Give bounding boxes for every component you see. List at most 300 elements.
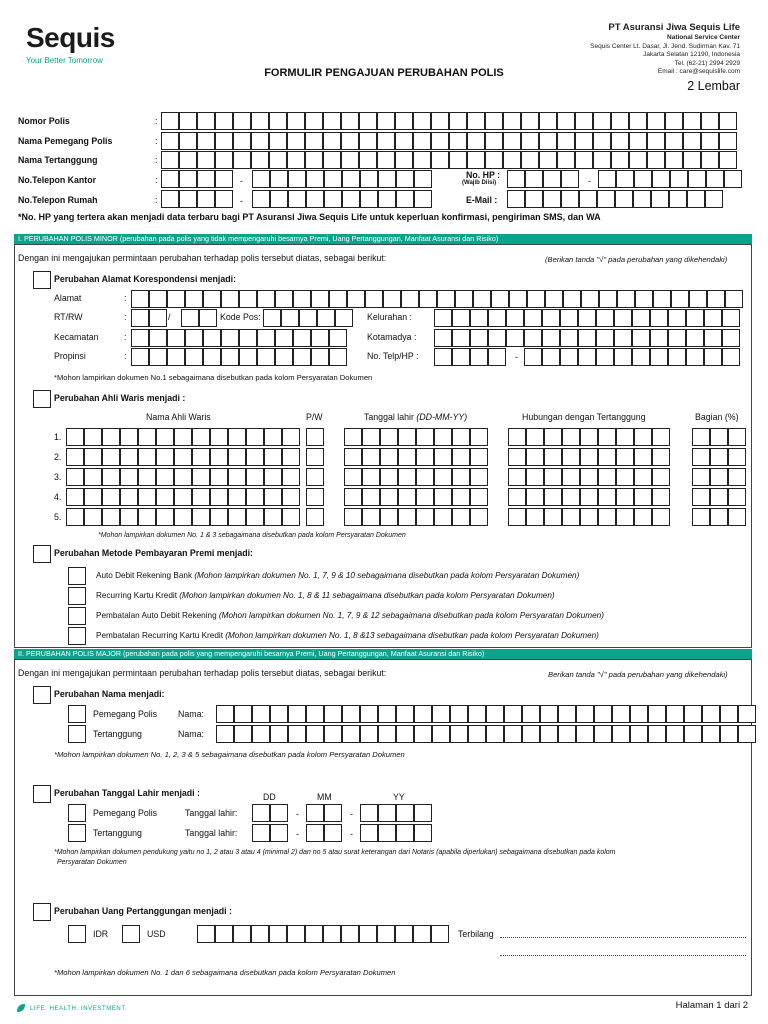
propinsi-box[interactable] <box>185 348 203 366</box>
telp-number-box[interactable] <box>722 348 740 366</box>
propinsi-box[interactable] <box>203 348 221 366</box>
ahli-bagian-box[interactable] <box>692 448 710 466</box>
ahli-nama-box[interactable] <box>120 468 138 486</box>
nomor-polis-box[interactable] <box>629 112 647 130</box>
ahli-hubungan-box[interactable] <box>652 508 670 526</box>
ahli-pw-box[interactable] <box>306 508 324 526</box>
ahli-pw-box[interactable] <box>306 488 324 506</box>
email-box[interactable] <box>705 190 723 208</box>
nama-pemegang-box[interactable] <box>449 132 467 150</box>
ahli-bagian-box[interactable] <box>710 488 728 506</box>
nama-pemegang-box[interactable] <box>665 132 683 150</box>
ahli-tgl-box[interactable] <box>416 428 434 446</box>
nama-tertanggung-baru-box[interactable] <box>558 725 576 743</box>
nama-tertanggung-box[interactable] <box>683 151 701 169</box>
nama-tertanggung-baru-box[interactable] <box>702 725 720 743</box>
ahli-hubungan-box[interactable] <box>598 488 616 506</box>
nama-tertanggung-baru-box[interactable] <box>648 725 666 743</box>
ahli-nama-box[interactable] <box>66 488 84 506</box>
ahli-nama-box[interactable] <box>228 488 246 506</box>
alamat-box[interactable] <box>581 290 599 308</box>
nama-tertanggung-baru-box[interactable] <box>486 725 504 743</box>
ahli-tgl-box[interactable] <box>452 508 470 526</box>
nama-pemegang-baru-box[interactable] <box>576 705 594 723</box>
ahli-hubungan-box[interactable] <box>508 428 526 446</box>
ahli-nama-box[interactable] <box>102 508 120 526</box>
email-box[interactable] <box>543 190 561 208</box>
ahli-hubungan-box[interactable] <box>598 428 616 446</box>
up-amount-box[interactable] <box>233 925 251 943</box>
kotamadya-box[interactable] <box>470 329 488 347</box>
kelurahan-box[interactable] <box>614 309 632 327</box>
nama-pemegang-baru-box[interactable] <box>414 705 432 723</box>
telepon-rumah-number-box[interactable] <box>396 190 414 208</box>
ahli-hubungan-box[interactable] <box>616 488 634 506</box>
nama-tertanggung-box[interactable] <box>665 151 683 169</box>
no-hp-number-box[interactable] <box>616 170 634 188</box>
checkbox-batal-auto-debit[interactable] <box>68 607 86 625</box>
ahli-tgl-box[interactable] <box>344 508 362 526</box>
ahli-nama-box[interactable] <box>228 448 246 466</box>
ahli-nama-box[interactable] <box>192 508 210 526</box>
ahli-hubungan-box[interactable] <box>652 468 670 486</box>
telepon-kantor-area-box[interactable] <box>179 170 197 188</box>
no-hp-number-box[interactable] <box>688 170 706 188</box>
up-amount-box[interactable] <box>377 925 395 943</box>
ahli-hubungan-box[interactable] <box>580 448 598 466</box>
no-hp-number-box[interactable] <box>724 170 742 188</box>
terbilang-line-2[interactable] <box>500 955 746 956</box>
telepon-kantor-number-box[interactable] <box>360 170 378 188</box>
ahli-tgl-box[interactable] <box>380 508 398 526</box>
telepon-kantor-number-box[interactable] <box>396 170 414 188</box>
nama-tertanggung-box[interactable] <box>485 151 503 169</box>
tgl-pemegang-mm-box[interactable] <box>306 804 324 822</box>
ahli-nama-box[interactable] <box>66 428 84 446</box>
nama-tertanggung-box[interactable] <box>161 151 179 169</box>
telepon-rumah-area-box[interactable] <box>197 190 215 208</box>
nama-pemegang-box[interactable] <box>557 132 575 150</box>
ahli-nama-box[interactable] <box>120 428 138 446</box>
nama-tertanggung-box[interactable] <box>341 151 359 169</box>
ahli-bagian-box[interactable] <box>692 428 710 446</box>
ahli-tgl-box[interactable] <box>398 448 416 466</box>
ahli-nama-box[interactable] <box>228 468 246 486</box>
ahli-tgl-box[interactable] <box>362 508 380 526</box>
ahli-pw-box[interactable] <box>306 468 324 486</box>
nomor-polis-box[interactable] <box>593 112 611 130</box>
tgl-tertanggung-yy-box[interactable] <box>414 824 432 842</box>
ahli-tgl-box[interactable] <box>470 448 488 466</box>
ahli-nama-box[interactable] <box>228 428 246 446</box>
nama-tertanggung-baru-box[interactable] <box>396 725 414 743</box>
telepon-rumah-number-box[interactable] <box>252 190 270 208</box>
ahli-tgl-box[interactable] <box>380 428 398 446</box>
checkbox-tgl-tertanggung[interactable] <box>68 824 86 842</box>
nama-pemegang-baru-box[interactable] <box>612 705 630 723</box>
nama-pemegang-baru-box[interactable] <box>540 705 558 723</box>
propinsi-box[interactable] <box>239 348 257 366</box>
telepon-kantor-number-box[interactable] <box>252 170 270 188</box>
nama-tertanggung-baru-box[interactable] <box>324 725 342 743</box>
alamat-box[interactable] <box>545 290 563 308</box>
email-box[interactable] <box>633 190 651 208</box>
nama-pemegang-baru-box[interactable] <box>468 705 486 723</box>
up-amount-box[interactable] <box>395 925 413 943</box>
ahli-tgl-box[interactable] <box>470 428 488 446</box>
nama-pemegang-box[interactable] <box>539 132 557 150</box>
nomor-polis-box[interactable] <box>539 112 557 130</box>
nama-pemegang-box[interactable] <box>611 132 629 150</box>
alamat-box[interactable] <box>185 290 203 308</box>
ahli-tgl-box[interactable] <box>434 428 452 446</box>
ahli-nama-box[interactable] <box>174 468 192 486</box>
ahli-hubungan-box[interactable] <box>562 448 580 466</box>
email-box[interactable] <box>579 190 597 208</box>
nomor-polis-box[interactable] <box>521 112 539 130</box>
checkbox-ahli-waris[interactable] <box>33 390 51 408</box>
nama-pemegang-baru-box[interactable] <box>324 705 342 723</box>
nama-pemegang-baru-box[interactable] <box>648 705 666 723</box>
nomor-polis-box[interactable] <box>215 112 233 130</box>
nomor-polis-box[interactable] <box>395 112 413 130</box>
nama-pemegang-baru-box[interactable] <box>504 705 522 723</box>
nama-pemegang-baru-box[interactable] <box>270 705 288 723</box>
propinsi-box[interactable] <box>221 348 239 366</box>
ahli-nama-box[interactable] <box>192 448 210 466</box>
nama-pemegang-baru-box[interactable] <box>360 705 378 723</box>
nama-pemegang-baru-box[interactable] <box>522 705 540 723</box>
ahli-tgl-box[interactable] <box>452 468 470 486</box>
no-hp-number-box[interactable] <box>670 170 688 188</box>
kode-pos-box[interactable] <box>335 309 353 327</box>
telp-number-box[interactable] <box>704 348 722 366</box>
nama-pemegang-box[interactable] <box>503 132 521 150</box>
alamat-box[interactable] <box>671 290 689 308</box>
tgl-tertanggung-yy-box[interactable] <box>378 824 396 842</box>
checkbox-nama-tertanggung[interactable] <box>68 725 86 743</box>
ahli-tgl-box[interactable] <box>380 468 398 486</box>
nama-tertanggung-box[interactable] <box>647 151 665 169</box>
email-box[interactable] <box>525 190 543 208</box>
ahli-tgl-box[interactable] <box>416 488 434 506</box>
kelurahan-box[interactable] <box>434 309 452 327</box>
tgl-tertanggung-mm-box[interactable] <box>306 824 324 842</box>
nama-pemegang-box[interactable] <box>287 132 305 150</box>
kotamadya-box[interactable] <box>488 329 506 347</box>
telepon-kantor-number-box[interactable] <box>270 170 288 188</box>
kotamadya-box[interactable] <box>506 329 524 347</box>
telp-number-box[interactable] <box>614 348 632 366</box>
nama-tertanggung-box[interactable] <box>413 151 431 169</box>
ahli-nama-box[interactable] <box>246 448 264 466</box>
ahli-nama-box[interactable] <box>210 428 228 446</box>
ahli-hubungan-box[interactable] <box>598 448 616 466</box>
kotamadya-box[interactable] <box>632 329 650 347</box>
ahli-nama-box[interactable] <box>282 428 300 446</box>
nama-pemegang-baru-box[interactable] <box>738 705 756 723</box>
ahli-nama-box[interactable] <box>66 508 84 526</box>
ahli-nama-box[interactable] <box>282 448 300 466</box>
nama-tertanggung-box[interactable] <box>521 151 539 169</box>
telp-number-box[interactable] <box>668 348 686 366</box>
nama-pemegang-box[interactable] <box>647 132 665 150</box>
ahli-hubungan-box[interactable] <box>526 428 544 446</box>
propinsi-box[interactable] <box>149 348 167 366</box>
nama-tertanggung-box[interactable] <box>503 151 521 169</box>
nama-pemegang-baru-box[interactable] <box>558 705 576 723</box>
nama-tertanggung-baru-box[interactable] <box>576 725 594 743</box>
email-box[interactable] <box>615 190 633 208</box>
telp-area-box[interactable] <box>434 348 452 366</box>
telepon-kantor-number-box[interactable] <box>342 170 360 188</box>
ahli-bagian-box[interactable] <box>710 448 728 466</box>
alamat-box[interactable] <box>473 290 491 308</box>
nomor-polis-box[interactable] <box>611 112 629 130</box>
kecamatan-box[interactable] <box>221 329 239 347</box>
tgl-tertanggung-dd-box[interactable] <box>252 824 270 842</box>
ahli-bagian-box[interactable] <box>728 448 746 466</box>
ahli-hubungan-box[interactable] <box>616 428 634 446</box>
ahli-hubungan-box[interactable] <box>616 468 634 486</box>
kelurahan-box[interactable] <box>470 309 488 327</box>
up-amount-box[interactable] <box>359 925 377 943</box>
nama-pemegang-box[interactable] <box>701 132 719 150</box>
propinsi-box[interactable] <box>311 348 329 366</box>
nama-pemegang-box[interactable] <box>395 132 413 150</box>
ahli-tgl-box[interactable] <box>470 468 488 486</box>
ahli-tgl-box[interactable] <box>362 488 380 506</box>
kelurahan-box[interactable] <box>524 309 542 327</box>
checkbox-tgl-pemegang[interactable] <box>68 804 86 822</box>
ahli-nama-box[interactable] <box>66 468 84 486</box>
ahli-tgl-box[interactable] <box>398 488 416 506</box>
up-amount-box[interactable] <box>197 925 215 943</box>
telepon-rumah-number-box[interactable] <box>324 190 342 208</box>
kotamadya-box[interactable] <box>596 329 614 347</box>
alamat-box[interactable] <box>365 290 383 308</box>
kotamadya-box[interactable] <box>578 329 596 347</box>
nama-pemegang-box[interactable] <box>521 132 539 150</box>
alamat-box[interactable] <box>617 290 635 308</box>
nama-pemegang-baru-box[interactable] <box>252 705 270 723</box>
ahli-nama-box[interactable] <box>264 448 282 466</box>
alamat-box[interactable] <box>131 290 149 308</box>
checkbox-batal-recurring[interactable] <box>68 627 86 645</box>
nama-pemegang-baru-box[interactable] <box>288 705 306 723</box>
nama-tertanggung-baru-box[interactable] <box>666 725 684 743</box>
kotamadya-box[interactable] <box>452 329 470 347</box>
nama-tertanggung-box[interactable] <box>359 151 377 169</box>
nama-pemegang-baru-box[interactable] <box>666 705 684 723</box>
nama-pemegang-box[interactable] <box>683 132 701 150</box>
nama-pemegang-box[interactable] <box>413 132 431 150</box>
nama-tertanggung-baru-box[interactable] <box>522 725 540 743</box>
telepon-kantor-number-box[interactable] <box>378 170 396 188</box>
ahli-nama-box[interactable] <box>120 488 138 506</box>
rt-box[interactable] <box>149 309 167 327</box>
kecamatan-box[interactable] <box>257 329 275 347</box>
ahli-nama-box[interactable] <box>174 428 192 446</box>
telepon-kantor-number-box[interactable] <box>414 170 432 188</box>
alamat-box[interactable] <box>419 290 437 308</box>
nama-pemegang-box[interactable] <box>575 132 593 150</box>
ahli-nama-box[interactable] <box>120 448 138 466</box>
tgl-pemegang-yy-box[interactable] <box>396 804 414 822</box>
ahli-nama-box[interactable] <box>192 428 210 446</box>
nomor-polis-box[interactable] <box>251 112 269 130</box>
ahli-nama-box[interactable] <box>138 428 156 446</box>
nomor-polis-box[interactable] <box>197 112 215 130</box>
nomor-polis-box[interactable] <box>449 112 467 130</box>
ahli-nama-box[interactable] <box>210 488 228 506</box>
ahli-tgl-box[interactable] <box>380 448 398 466</box>
nama-pemegang-baru-box[interactable] <box>630 705 648 723</box>
ahli-nama-box[interactable] <box>84 448 102 466</box>
ahli-hubungan-box[interactable] <box>652 488 670 506</box>
nama-pemegang-box[interactable] <box>359 132 377 150</box>
nomor-polis-box[interactable] <box>323 112 341 130</box>
ahli-tgl-box[interactable] <box>380 488 398 506</box>
ahli-tgl-box[interactable] <box>362 468 380 486</box>
alamat-box[interactable] <box>707 290 725 308</box>
telp-number-box[interactable] <box>542 348 560 366</box>
nama-tertanggung-baru-box[interactable] <box>378 725 396 743</box>
alamat-box[interactable] <box>455 290 473 308</box>
telepon-rumah-number-box[interactable] <box>414 190 432 208</box>
email-box[interactable] <box>651 190 669 208</box>
nama-tertanggung-box[interactable] <box>719 151 737 169</box>
telepon-rumah-number-box[interactable] <box>360 190 378 208</box>
ahli-bagian-box[interactable] <box>692 508 710 526</box>
propinsi-box[interactable] <box>329 348 347 366</box>
alamat-box[interactable] <box>401 290 419 308</box>
nama-pemegang-baru-box[interactable] <box>306 705 324 723</box>
ahli-hubungan-box[interactable] <box>580 428 598 446</box>
nama-tertanggung-box[interactable] <box>575 151 593 169</box>
ahli-nama-box[interactable] <box>264 468 282 486</box>
telepon-rumah-number-box[interactable] <box>270 190 288 208</box>
nomor-polis-box[interactable] <box>683 112 701 130</box>
ahli-tgl-box[interactable] <box>398 468 416 486</box>
nomor-polis-box[interactable] <box>413 112 431 130</box>
telepon-rumah-number-box[interactable] <box>288 190 306 208</box>
nomor-polis-box[interactable] <box>647 112 665 130</box>
alamat-box[interactable] <box>437 290 455 308</box>
alamat-box[interactable] <box>653 290 671 308</box>
alamat-box[interactable] <box>527 290 545 308</box>
ahli-nama-box[interactable] <box>138 508 156 526</box>
nama-pemegang-box[interactable] <box>269 132 287 150</box>
checkbox-usd[interactable] <box>122 925 140 943</box>
ahli-hubungan-box[interactable] <box>508 488 526 506</box>
ahli-tgl-box[interactable] <box>344 468 362 486</box>
propinsi-box[interactable] <box>167 348 185 366</box>
ahli-hubungan-box[interactable] <box>562 508 580 526</box>
checkbox-alamat[interactable] <box>33 271 51 289</box>
kecamatan-box[interactable] <box>185 329 203 347</box>
kelurahan-box[interactable] <box>506 309 524 327</box>
telp-area-box[interactable] <box>488 348 506 366</box>
ahli-tgl-box[interactable] <box>362 448 380 466</box>
telepon-kantor-area-box[interactable] <box>161 170 179 188</box>
nama-tertanggung-box[interactable] <box>449 151 467 169</box>
nama-tertanggung-baru-box[interactable] <box>288 725 306 743</box>
nama-tertanggung-box[interactable] <box>593 151 611 169</box>
nama-tertanggung-box[interactable] <box>611 151 629 169</box>
kelurahan-box[interactable] <box>560 309 578 327</box>
ahli-bagian-box[interactable] <box>692 468 710 486</box>
ahli-hubungan-box[interactable] <box>562 428 580 446</box>
nama-pemegang-box[interactable] <box>719 132 737 150</box>
ahli-tgl-box[interactable] <box>344 488 362 506</box>
ahli-nama-box[interactable] <box>210 448 228 466</box>
nama-pemegang-baru-box[interactable] <box>720 705 738 723</box>
nama-pemegang-baru-box[interactable] <box>702 705 720 723</box>
alamat-box[interactable] <box>383 290 401 308</box>
ahli-hubungan-box[interactable] <box>544 428 562 446</box>
nomor-polis-box[interactable] <box>503 112 521 130</box>
ahli-nama-box[interactable] <box>174 488 192 506</box>
up-amount-box[interactable] <box>215 925 233 943</box>
nama-tertanggung-box[interactable] <box>467 151 485 169</box>
telepon-rumah-number-box[interactable] <box>306 190 324 208</box>
ahli-tgl-box[interactable] <box>398 508 416 526</box>
kotamadya-box[interactable] <box>614 329 632 347</box>
ahli-nama-box[interactable] <box>156 428 174 446</box>
telepon-rumah-area-box[interactable] <box>179 190 197 208</box>
nama-pemegang-box[interactable] <box>233 132 251 150</box>
nama-tertanggung-baru-box[interactable] <box>612 725 630 743</box>
ahli-nama-box[interactable] <box>282 508 300 526</box>
alamat-box[interactable] <box>347 290 365 308</box>
kelurahan-box[interactable] <box>686 309 704 327</box>
alamat-box[interactable] <box>563 290 581 308</box>
ahli-nama-box[interactable] <box>156 448 174 466</box>
ahli-bagian-box[interactable] <box>728 468 746 486</box>
ahli-hubungan-box[interactable] <box>544 468 562 486</box>
telp-area-box[interactable] <box>452 348 470 366</box>
nama-pemegang-box[interactable] <box>323 132 341 150</box>
nama-tertanggung-box[interactable] <box>377 151 395 169</box>
ahli-nama-box[interactable] <box>210 508 228 526</box>
ahli-bagian-box[interactable] <box>728 488 746 506</box>
tgl-pemegang-dd-box[interactable] <box>252 804 270 822</box>
nomor-polis-box[interactable] <box>701 112 719 130</box>
tgl-pemegang-yy-box[interactable] <box>414 804 432 822</box>
nama-tertanggung-box[interactable] <box>629 151 647 169</box>
alamat-box[interactable] <box>239 290 257 308</box>
ahli-nama-box[interactable] <box>264 508 282 526</box>
nama-pemegang-baru-box[interactable] <box>396 705 414 723</box>
telepon-kantor-number-box[interactable] <box>324 170 342 188</box>
propinsi-box[interactable] <box>257 348 275 366</box>
nama-tertanggung-box[interactable] <box>701 151 719 169</box>
kecamatan-box[interactable] <box>167 329 185 347</box>
nomor-polis-box[interactable] <box>575 112 593 130</box>
nama-tertanggung-box[interactable] <box>251 151 269 169</box>
kotamadya-box[interactable] <box>542 329 560 347</box>
alamat-box[interactable] <box>149 290 167 308</box>
ahli-hubungan-box[interactable] <box>526 448 544 466</box>
nomor-polis-box[interactable] <box>305 112 323 130</box>
no-hp-number-box[interactable] <box>706 170 724 188</box>
ahli-hubungan-box[interactable] <box>508 508 526 526</box>
propinsi-box[interactable] <box>293 348 311 366</box>
nomor-polis-box[interactable] <box>557 112 575 130</box>
nama-tertanggung-baru-box[interactable] <box>594 725 612 743</box>
ahli-tgl-box[interactable] <box>452 448 470 466</box>
